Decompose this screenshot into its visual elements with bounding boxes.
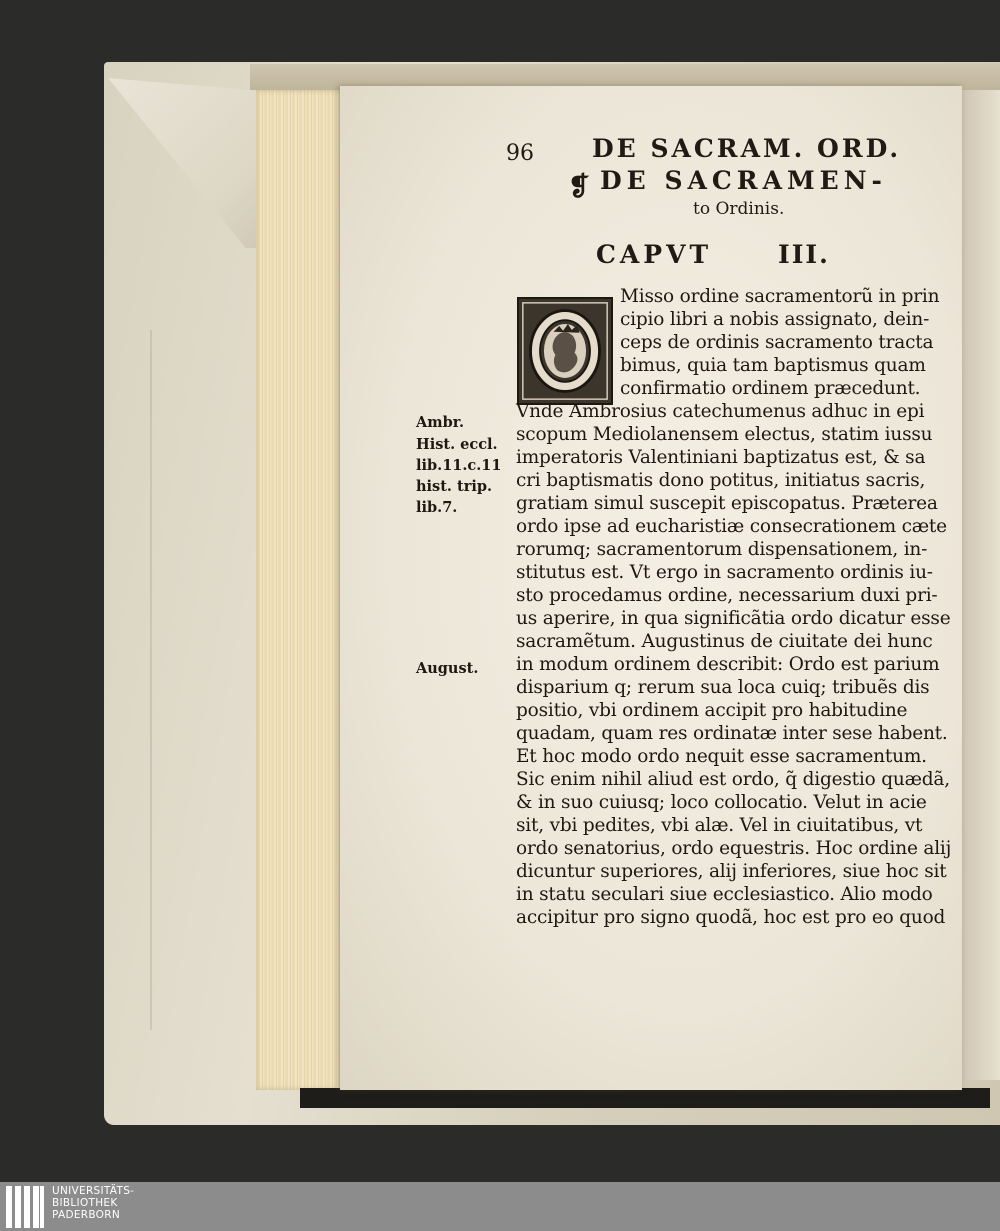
body-line: in statu seculari siue ecclesiastico. Alio modo <box>516 884 933 905</box>
body-line: quadam, quam res ordinatæ inter sese habent. <box>516 723 948 744</box>
section-subtitle: to Ordinis. <box>693 199 785 219</box>
body-line: accipitur pro signo quodã, hoc est pro eo quod <box>516 907 946 928</box>
margin-note: Hist. eccl. <box>416 436 498 453</box>
footer-bar <box>0 1182 1000 1231</box>
margin-note: lib.11.c.11 <box>416 457 502 474</box>
section-title: DE SACRAMEN- <box>600 166 887 195</box>
body-line: confirmatio ordinem præcedunt. <box>620 378 921 399</box>
body-line: disparium q; rerum sua loca cuiq; tribuẽs dis <box>516 677 930 698</box>
margin-note: lib.7. <box>416 499 458 516</box>
body-line: Vnde Ambrosius catechumenus adhuc in epi <box>516 401 925 422</box>
page-shadow <box>300 1088 990 1108</box>
library-logo-icon <box>6 1186 46 1228</box>
body-line: positio, vbi ordinem accipit pro habitudine <box>516 700 908 721</box>
page-block-edges <box>256 90 342 1090</box>
parchment-fold <box>150 330 152 1030</box>
body-line: Misso ordine sacramentorũ in prin <box>620 286 940 307</box>
body-line: bimus, quia tam baptismus quam <box>620 355 926 376</box>
body-line: ordo senatorius, ordo equestris. Hoc ordine alij <box>516 838 952 859</box>
chapter-label: CAPVT <box>596 240 713 269</box>
body-line: cri baptismatis dono potitus, initiatus sacris, <box>516 470 926 491</box>
institution-name-line-2: BIBLIOTHEK <box>52 1197 118 1209</box>
body-line: sit, vbi pedites, vbi alæ. Vel in ciuitatibus, vt <box>516 815 923 836</box>
body-line: cipio libri a nobis assignato, dein- <box>620 309 930 330</box>
body-line: sacramẽtum. Augustinus de ciuitate dei hunc <box>516 631 933 652</box>
body-line: imperatoris Valentiniani baptizatus est, & sa <box>516 447 926 468</box>
body-line: gratiam simul suscepit episcopatus. Præterea <box>516 493 938 514</box>
chapter-number: III. <box>778 240 830 269</box>
body-line: dicuntur superiores, alij inferiores, siue hoc sit <box>516 861 947 882</box>
body-line: ordo ipse ad eucharistiæ consecrationem cæte <box>516 516 947 537</box>
pilcrow-icon: ❡ <box>568 172 590 202</box>
institution-name-line-3: PADERBORN <box>52 1209 120 1221</box>
body-line: Sic enim nihil aliud est ordo, q̃ digestio quædã, <box>516 769 950 790</box>
margin-note: hist. trip. <box>416 478 493 495</box>
page-number: 96 <box>506 141 534 166</box>
body-line: scopum Mediolanensem electus, statim iussu <box>516 424 933 445</box>
body-line: in modum ordinem describit: Ordo est parium <box>516 654 940 675</box>
facing-page-edge <box>962 90 1000 1080</box>
running-head: DE SACRAM. ORD. <box>592 134 902 163</box>
decorated-initial-o-icon <box>517 297 613 405</box>
body-line: us aperire, in qua significãtia ordo dicatur esse <box>516 608 951 629</box>
margin-note: August. <box>416 660 479 677</box>
body-line: Et hoc modo ordo nequit esse sacramentum. <box>516 746 927 767</box>
margin-note: Ambr. <box>416 414 465 431</box>
body-line: & in suo cuiusq; loco collocatio. Velut in acie <box>516 792 927 813</box>
body-line: ceps de ordinis sacramento tracta <box>620 332 934 353</box>
institution-name-line-1: UNIVERSITÄTS- <box>52 1185 135 1197</box>
body-line: sto procedamus ordine, necessarium duxi pri- <box>516 585 938 606</box>
body-line: stitutus est. Vt ergo in sacramento ordinis iu- <box>516 562 933 583</box>
body-line: rorumq; sacramentorum dispensationem, in- <box>516 539 928 560</box>
